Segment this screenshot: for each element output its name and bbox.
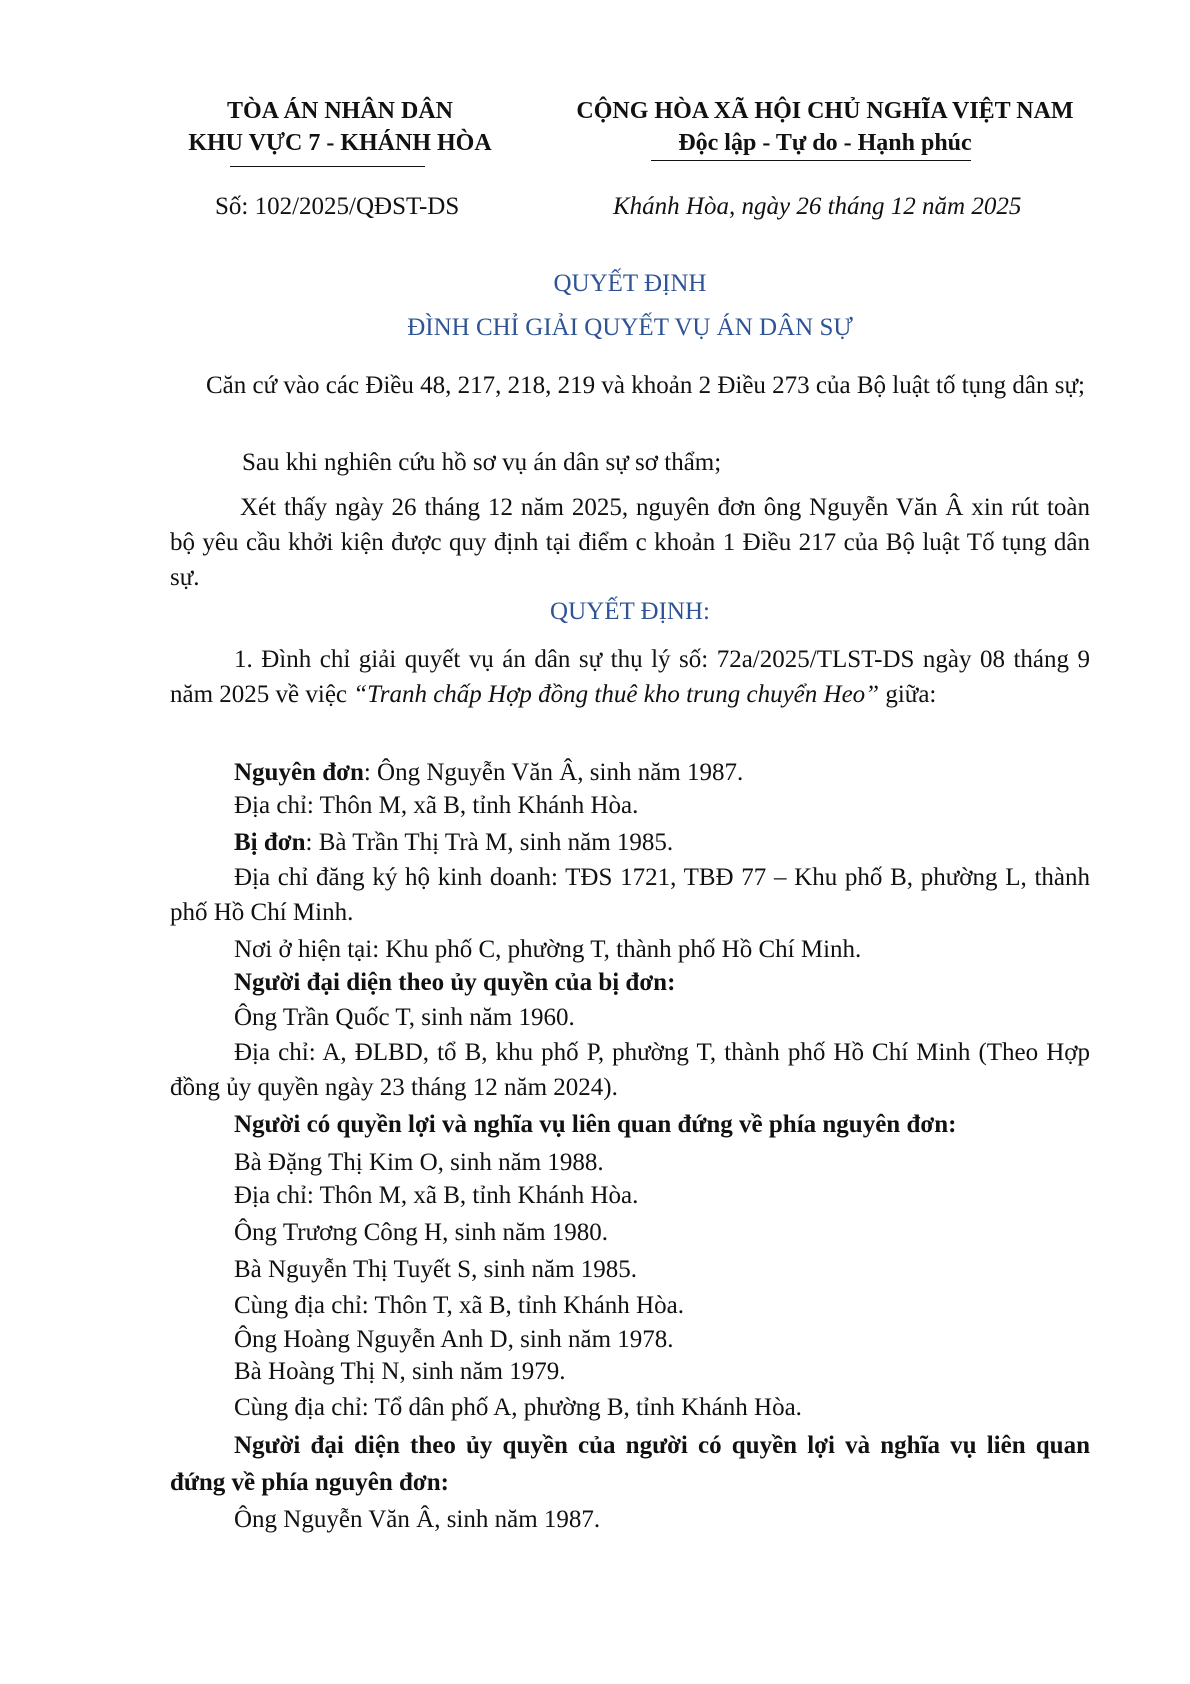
review-statement: Sau khi nghiên cứu hồ sơ vụ án dân sự sơ thẩm; <box>242 449 722 476</box>
court-underline <box>230 166 425 167</box>
document-title: QUYẾT ĐỊNH <box>553 270 707 297</box>
defendant-label: Bị đơn <box>234 829 306 856</box>
related-party-heading: Người có quyền lợi và nghĩa vụ liên quan đứng về phía nguyên đơn: <box>234 1111 957 1138</box>
national-motto: Độc lập - Tự do - Hạnh phúc <box>678 130 972 156</box>
related-party-1-address: Địa chỉ: Thôn M, xã B, tỉnh Khánh Hòa. <box>234 1182 639 1209</box>
court-name: TÒA ÁN NHÂN DÂN <box>226 98 453 124</box>
defendant-registered-address: Địa chỉ đăng ký hộ kinh doanh: TĐS 1721, TBĐ 77 – Khu phố B, phường L, thành phố Hồ Chí Minh. <box>170 864 1090 926</box>
defendant-text: : Bà Trần Thị Trà M, sinh năm 1985. <box>305 829 674 856</box>
decision-item-1 <box>170 642 1090 712</box>
item1-tail: giữa: <box>879 681 937 708</box>
case-title: “Tranh chấp Hợp đồng thuê kho trung chuyển Heo” <box>353 681 880 708</box>
related-rep-name: Ông Nguyễn Văn Â, sinh năm 1987. <box>234 1506 601 1533</box>
document-number: Số: 102/2025/QĐST-DS <box>215 193 460 220</box>
plaintiff-line <box>170 755 1090 790</box>
place-and-date: Khánh Hòa, ngày 26 tháng 12 năm 2025 <box>613 193 1022 220</box>
decision-heading: QUYẾT ĐỊNH: <box>550 598 710 625</box>
plaintiff-address: Địa chỉ: Thôn M, xã B, tỉnh Khánh Hòa. <box>234 792 639 819</box>
legal-basis: Căn cứ vào các Điều 48, 217, 218, 219 và khoản 2 Điều 273 của Bộ luật tố tụng dân sự; <box>206 372 1086 399</box>
related-party-45-address: Cùng địa chỉ: Tổ dân phố A, phường B, tỉnh Khánh Hòa. <box>234 1394 802 1421</box>
item1-text: 1. Đình chỉ giải quyết vụ án dân sự thụ lý số: 72a/2025/TLST-DS ngày 08 tháng 9 năm 2025 về việc <box>170 646 1090 708</box>
defendant-rep-address: Địa chỉ: A, ĐLBD, tổ B, khu phố P, phường T, thành phố Hồ Chí Minh (Theo Hợp đồng ủy quyền ngày 23 tháng 12 năm 2024). <box>170 1039 1090 1101</box>
related-party-4: Ông Hoàng Nguyễn Anh D, sinh năm 1978. <box>234 1326 674 1353</box>
finding-paragraph: Xét thấy ngày 26 tháng 12 năm 2025, nguyên đơn ông Nguyễn Văn Â xin rút toàn bộ yêu cầu khởi kiện được quy định tại điểm c khoản 1 Điều 217 của Bộ luật Tố tụng dân sự. <box>170 494 1090 591</box>
court-region: KHU VỰC 7 - KHÁNH HÒA <box>188 130 492 156</box>
defendant-rep-name: Ông Trần Quốc T, sinh năm 1960. <box>234 1004 575 1031</box>
defendant-residence: Nơi ở hiện tại: Khu phố C, phường T, thành phố Hồ Chí Minh. <box>234 936 862 963</box>
plaintiff-text: : Ông Nguyễn Văn Â, sinh năm 1987. <box>363 759 744 786</box>
related-party-3: Bà Nguyễn Thị Tuyết S, sinh năm 1985. <box>234 1256 638 1283</box>
related-party-5: Bà Hoàng Thị N, sinh năm 1979. <box>234 1358 566 1385</box>
motto-underline <box>651 160 971 161</box>
defendant-rep-heading: Người đại diện theo ủy quyền của bị đơn: <box>234 969 676 996</box>
related-party-1: Bà Đặng Thị Kim O, sinh năm 1988. <box>234 1149 604 1176</box>
plaintiff-label: Nguyên đơn <box>234 759 364 786</box>
related-party-2: Ông Trương Công H, sinh năm 1980. <box>234 1219 609 1246</box>
document-subtitle: ĐÌNH CHỈ GIẢI QUYẾT VỤ ÁN DÂN SỰ <box>407 314 853 341</box>
related-party-23-address: Cùng địa chỉ: Thôn T, xã B, tỉnh Khánh Hòa. <box>234 1292 684 1319</box>
defendant-line <box>170 825 1090 860</box>
related-rep-heading: Người đại diện theo ủy quyền của người có quyền lợi và nghĩa vụ liên quan đứng về phía nguyên đơn: <box>170 1432 1090 1496</box>
nation-name: CỘNG HÒA XÃ HỘI CHỦ NGHĨA VIỆT NAM <box>576 98 1074 124</box>
